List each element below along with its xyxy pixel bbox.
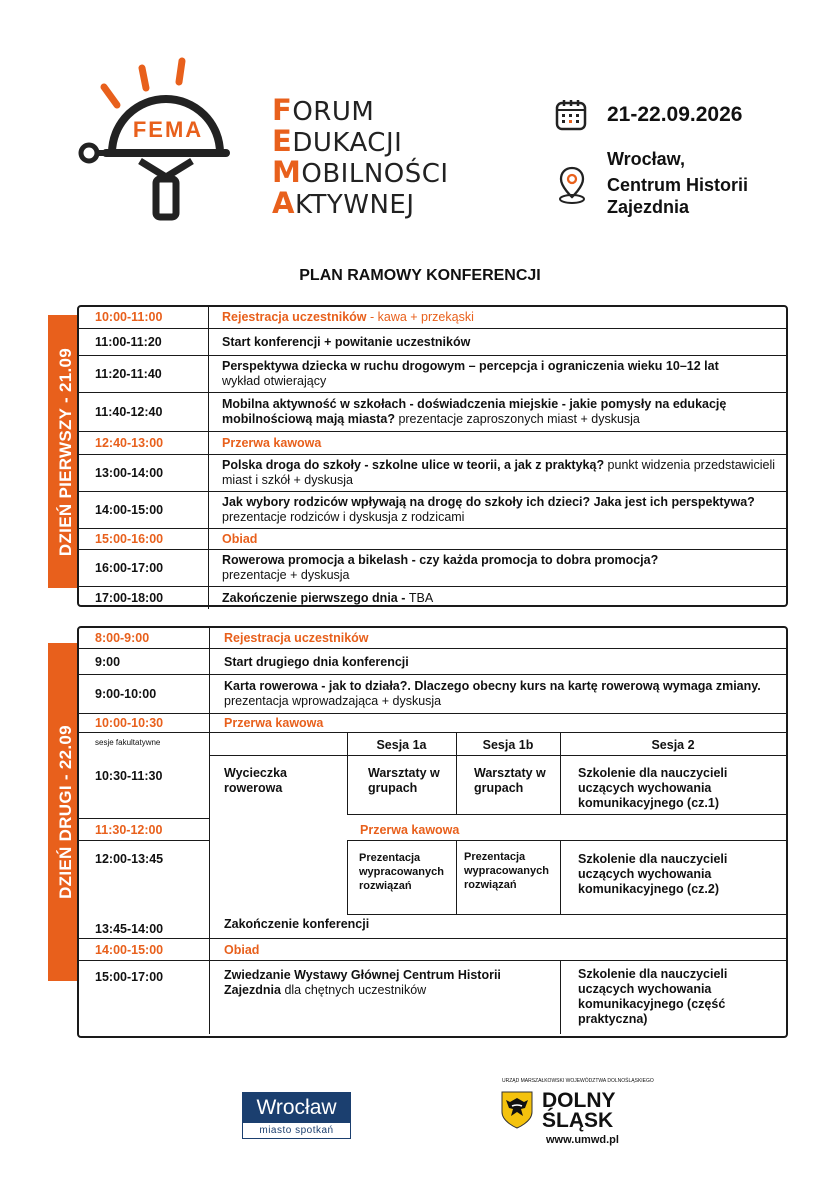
row-desc: Jak wybory rodziców wpływają na drogę do szkoły ich dzieci? Jaka jest ich perspektywa? prezentacje rodziców i dyskusja z rodzicami [222,495,755,524]
presentation-1b: Prezentacja wypracowanych rozwiązań [464,851,549,891]
row-desc: Polska droga do szkoły - szkolne ulice w teorii, a jak z praktyką? punkt widzenia przedstawicieli miast i szkół + dyskusja [222,458,775,487]
sessions-label: sesje fakultatywne [95,738,161,747]
closing: Zakończenie konferencji [224,917,370,931]
row-desc: Karta rowerowa - jak to działa?. Dlaczego obecny kurs na kartę rowerową wymaga zmiany. prezentacja wprowadzająca + dyskusja [224,679,761,708]
row-desc: Obiad [222,531,258,546]
presentation-1a: Prezentacja wypracowanych rozwiązań [359,852,444,892]
row-title: Start drugiego dnia konferencji [224,655,409,669]
row-desc: Rowerowa promocja a bikelash - czy każda promocja to dobra promocja? prezentacje + dyskusja [222,553,659,582]
event-venue: Centrum Historii Zajezdnia [607,175,749,217]
row-time: 9:00-10:00 [95,687,157,701]
workshop-1a: Warsztaty w grupach [368,766,440,795]
training-part-1: Szkolenie dla nauczycieli uczących wychowania komunikacyjnego (cz.1) [578,766,728,810]
session-1b-header: Sesja 1b [482,738,534,752]
row-time: 13:45-14:00 [95,922,164,936]
row-time: 11:40-12:40 [79,393,209,431]
row-title: Przerwa kawowa [224,716,324,730]
table-row [79,455,786,492]
training-practical: Szkolenie dla nauczycieli uczących wychowania komunikacyjnego (część praktyczna) [578,967,728,1026]
break-mid: Przerwa kawowa [360,823,460,837]
table-row [79,492,786,529]
fema-logo-text: FEMA [132,117,204,142]
row-time: 9:00 [95,655,121,669]
row-time: 16:00-17:00 [79,550,209,586]
table-row [79,628,786,648]
row-time: 14:00-15:00 [95,943,164,957]
dolny-slask-logo: URZĄD MARSZAŁKOWSKI WOJEWÓDZTWA DOLNOŚLĄSKIEGO DOLNY ŚLĄSK www.umwd.pl [502,1078,654,1146]
row-desc: Start konferencji + powitanie uczestników [222,334,471,349]
row-desc: Przerwa kawowa [222,435,322,450]
brand-line-3: MOBILNOŚCI [272,155,449,189]
table-row [79,649,786,674]
workshop-1b: Warsztaty w grupach [474,766,546,795]
row-time: 10:00-11:00 [79,307,209,328]
event-date: 21-22.09.2026 [607,103,743,126]
row-time: 17:00-18:00 [79,587,209,609]
row-time: 11:20-11:40 [79,356,209,392]
day2-schedule-table [77,626,788,1038]
row-time: 15:00-17:00 [95,970,164,984]
row-time: 10:00-10:30 [95,716,164,730]
row-title: Rejestracja uczestników [224,631,369,645]
row-time: 8:00-9:00 [95,631,150,645]
day1-label: DZIEŃ PIERWSZY - 21.09 [48,315,83,588]
training-part-2: Szkolenie dla nauczycieli uczących wychowania komunikacyjnego (cz.2) [578,852,728,896]
row-time: 14:00-15:00 [79,492,209,528]
fema-logo [70,55,250,225]
row-desc: Mobilna aktywność w szkołach - doświadczenia miejskie - jakie pomysły na edukację mobilnościową mają miasta? prezentacje zaproszonych miast + dyskusja [222,397,727,426]
day1-schedule-table [77,305,788,607]
table-row [79,675,786,713]
row-desc: Zakończenie pierwszego dnia - TBA [222,590,434,605]
row-time: 13:00-14:00 [79,455,209,491]
row-time: 12:40-13:00 [79,432,209,454]
wroclaw-logo: Wrocław miasto spotkań [242,1092,351,1139]
table-row [79,714,786,732]
day2-label: DZIEŃ DRUGI - 22.09 [48,643,83,981]
session-1a-header: Sesja 1a [376,738,427,752]
lunch: Obiad [224,943,260,957]
table-row [79,356,786,393]
location-pin-icon [557,165,587,210]
eagle-crest-icon [500,1090,534,1135]
row-desc: Perspektywa dziecka w ruchu drogowym – percepcja i ograniczenia wieku 10–12 lat wykład otwierający [222,359,719,388]
bike-trip: Wycieczka rowerowa [224,766,288,795]
table-row [79,432,786,455]
table-row [79,587,786,609]
row-time: 10:30-11:30 [95,769,163,783]
row-time: 15:00-16:00 [79,529,209,549]
table-row [79,393,786,432]
table-row [79,529,786,550]
calendar-icon [554,98,588,137]
museum-visit: Zwiedzanie Wystawy Głównej Centrum Historii Zajezdnia dla chętnych uczestników [224,968,501,997]
row-time: 12:00-13:45 [95,852,164,866]
session-2-header: Sesja 2 [651,738,695,752]
brand-line-4: AKTYWNEJ [272,186,415,220]
forum-name [272,93,449,220]
row-time: 11:00-11:20 [79,329,209,355]
event-city: Wrocław, [607,149,686,169]
page-title: PLAN RAMOWY KONFERENCJI [299,267,541,284]
table-row [79,550,786,587]
table-row [79,329,786,356]
row-time: 11:30-12:00 [95,823,163,837]
row-desc: Rejestracja uczestników - kawa + przekąski [222,310,474,324]
brand-line-2: EDUKACJI [272,124,403,158]
table-row [79,307,786,329]
brand-line-1: FORUM [272,93,375,127]
